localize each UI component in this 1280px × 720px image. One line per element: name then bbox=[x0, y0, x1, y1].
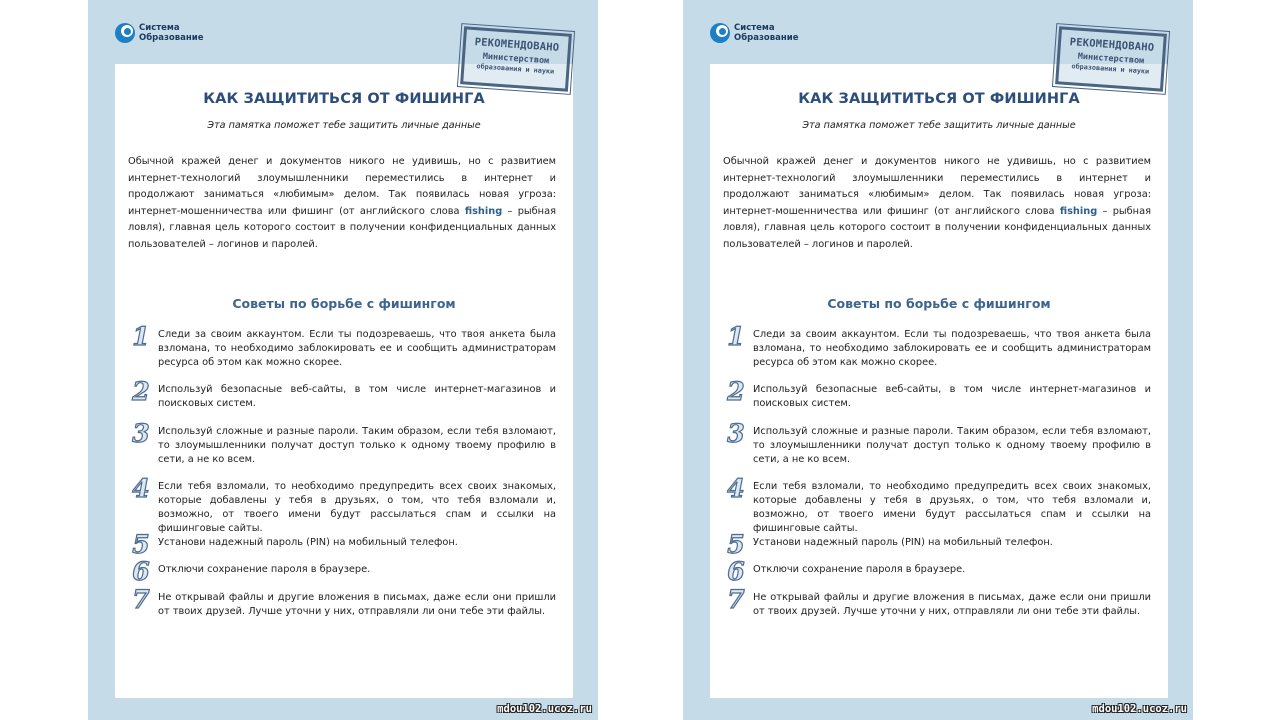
logo bbox=[114, 20, 203, 46]
stamp-line2: Министерством bbox=[482, 51, 550, 67]
tip-number: 6 bbox=[132, 557, 150, 586]
logo-circle-icon bbox=[709, 20, 731, 46]
tip-number: 7 bbox=[727, 585, 745, 614]
tip-text: Используй безопасные веб-сайты, в том числе интернет-магазинов и поисковых систем. bbox=[158, 384, 556, 409]
logo-line2: Образование bbox=[139, 33, 204, 43]
memo-title: КАК ЗАЩИТИТЬСЯ ОТ ФИШИНГА bbox=[203, 91, 485, 107]
memo-subtitle: Эта памятка поможет тебе защитить личные данные bbox=[207, 120, 481, 131]
memo-page-right bbox=[683, 0, 1193, 720]
tip-number: 2 bbox=[727, 377, 745, 406]
recommended-stamp bbox=[1055, 26, 1167, 91]
tip-number: 6 bbox=[727, 557, 745, 586]
logo-line1: Система bbox=[734, 23, 775, 33]
tip-number: 3 bbox=[132, 419, 150, 448]
recommended-stamp bbox=[460, 26, 572, 91]
logo-circle-icon bbox=[114, 20, 136, 46]
logo-line2: Образование bbox=[734, 33, 799, 43]
stamp-line1: РЕКОМЕНДОВАНО bbox=[1069, 36, 1155, 54]
tip-text: Не открывай файлы и другие вложения в письмах, даже если они пришли от твоих друзей. Лучше уточни у них, отправляли ли они тебе эти файлы. bbox=[158, 592, 556, 617]
intro-text-after: – рыбная ловля), главная цель которого состоит в получении конфиденциальных данных пользователей – логинов и паролей. bbox=[128, 205, 556, 250]
intro-text-before: Обычной кражей денег и документов никого не удивишь, но с развитием интернет-технологий злоумышленники переместились в интернет и продолжают заниматься «любимым» делом. Так появилась новая угроза: интернет-мошенничества или фишинг (от английского слова bbox=[128, 156, 556, 217]
tip-text: Установи надежный пароль (PIN) на мобильный телефон. bbox=[158, 537, 458, 548]
tip-text: Следи за своим аккаунтом. Если ты подозреваешь, что твоя анкета была взломана, то необходимо заблокировать ее и сообщить администраторам ресурса об этом как можно скорее. bbox=[158, 329, 556, 368]
logo-text bbox=[734, 23, 798, 43]
stamp-line1: РЕКОМЕНДОВАНО bbox=[474, 36, 560, 54]
tip-text: Если тебя взломали, то необходимо предупредить всех своих знакомых, которые добавлены у тебя в друзьях, о том, что тебя взломали и, возможно, от твоего имени будут рассылаться спам и ссылки на фишинговые сайты. bbox=[753, 481, 1151, 534]
tip-text: Не открывай файлы и другие вложения в письмах, даже если они пришли от твоих друзей. Лучше уточни у них, отправляли ли они тебе эти файлы. bbox=[753, 592, 1151, 617]
tip-number: 4 bbox=[132, 474, 150, 503]
logo bbox=[709, 20, 798, 46]
memo-title: КАК ЗАЩИТИТЬСЯ ОТ ФИШИНГА bbox=[798, 91, 1080, 107]
tip-text: Установи надежный пароль (PIN) на мобильный телефон. bbox=[753, 537, 1053, 548]
tip-text: Отключи сохранение пароля в браузере. bbox=[158, 564, 371, 575]
stamp-line2: Министерством bbox=[1077, 51, 1145, 67]
tip-text: Используй безопасные веб-сайты, в том числе интернет-магазинов и поисковых систем. bbox=[753, 384, 1151, 409]
memo-subtitle: Эта памятка поможет тебе защитить личные данные bbox=[802, 120, 1076, 131]
logo-line1: Система bbox=[139, 23, 180, 33]
stamp-line3: образования и науки bbox=[1071, 62, 1150, 76]
memo-page-left bbox=[88, 0, 598, 720]
intro-text-after: – рыбная ловля), главная цель которого состоит в получении конфиденциальных данных пользователей – логинов и паролей. bbox=[723, 205, 1151, 250]
intro-paragraph bbox=[723, 154, 1151, 253]
site-watermark: mdou102.ucoz.ru bbox=[1092, 703, 1187, 715]
tip-number: 1 bbox=[132, 322, 150, 351]
tip-text: Если тебя взломали, то необходимо предупредить всех своих знакомых, которые добавлены у тебя в друзьях, о том, что тебя взломали и, возможно, от твоего имени будут рассылаться спам и ссылки на фишинговые сайты. bbox=[158, 481, 556, 534]
tip-number: 5 bbox=[727, 530, 745, 559]
tip-number: 4 bbox=[727, 474, 745, 503]
memo-sheet bbox=[710, 64, 1168, 698]
site-watermark: mdou102.ucoz.ru bbox=[497, 703, 592, 715]
intro-paragraph bbox=[128, 154, 556, 253]
logo-text bbox=[139, 23, 203, 43]
tip-text: Отключи сохранение пароля в браузере. bbox=[753, 564, 966, 575]
tips-heading: Советы по борьбе с фишингом bbox=[232, 296, 456, 311]
tip-number: 5 bbox=[132, 530, 150, 559]
tip-text: Следи за своим аккаунтом. Если ты подозреваешь, что твоя анкета была взломана, то необходимо заблокировать ее и сообщить администраторам ресурса об этом как можно скорее. bbox=[753, 329, 1151, 368]
memo-sheet bbox=[115, 64, 573, 698]
tip-text: Используй сложные и разные пароли. Таким образом, если тебя взломают, то злоумышленники получат доступ только к одному твоему профилю в сети, а не ко всем. bbox=[158, 426, 556, 465]
intro-text-before: Обычной кражей денег и документов никого не удивишь, но с развитием интернет-технологий злоумышленники переместились в интернет и продолжают заниматься «любимым» делом. Так появилась новая угроза: интернет-мошенничества или фишинг (от английского слова bbox=[723, 156, 1151, 217]
tip-number: 2 bbox=[132, 377, 150, 406]
stamp-line3: образования и науки bbox=[476, 62, 555, 76]
tip-text: Используй сложные и разные пароли. Таким образом, если тебя взломают, то злоумышленники получат доступ только к одному твоему профилю в сети, а не ко всем. bbox=[753, 426, 1151, 465]
tip-number: 7 bbox=[132, 585, 150, 614]
tip-number: 1 bbox=[727, 322, 745, 351]
intro-highlight: fishing bbox=[464, 205, 503, 217]
intro-highlight: fishing bbox=[1059, 205, 1098, 217]
tip-number: 3 bbox=[727, 419, 745, 448]
tips-heading: Советы по борьбе с фишингом bbox=[827, 296, 1051, 311]
